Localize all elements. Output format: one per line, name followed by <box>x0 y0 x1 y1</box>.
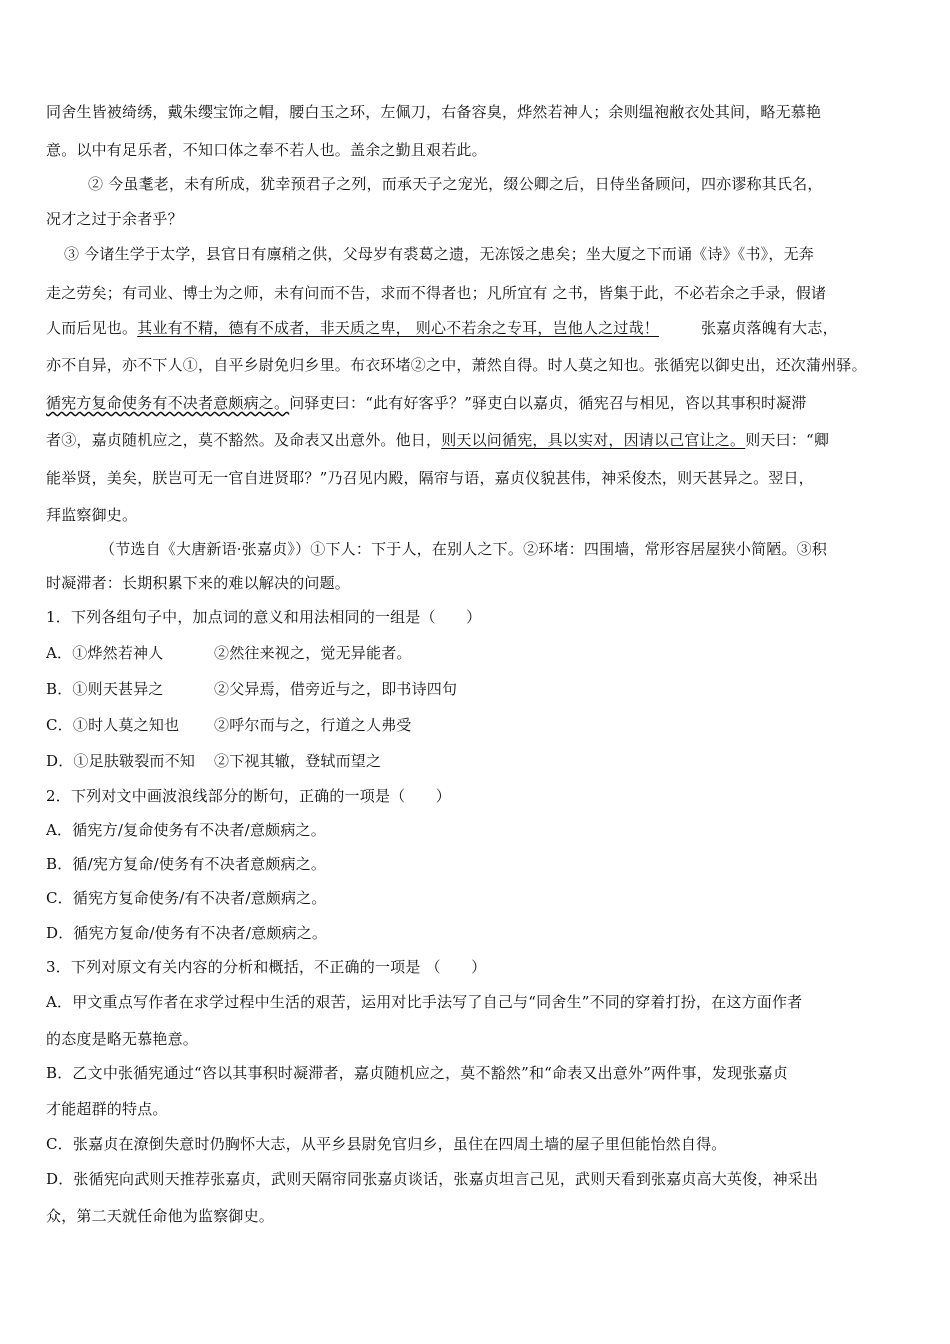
underlined-sentence: 其业有不精，德有不成者，非天质之卑， 则心不若余之专耳，岂他人之过哉！ <box>137 319 659 337</box>
q2-option-a: A．循宪方/复命使务有不决者/意颇病之。 <box>46 821 326 839</box>
passage-text: 则天曰：“卿 <box>745 431 830 449</box>
passage-text: 人而后见也。 <box>46 319 138 337</box>
question-3-stem: 3．下列对原文有关内容的分析和概括，不正确的一项是 （ ） <box>46 958 487 976</box>
q3-option-d-cont: 众，第二天就任命他为监察御史。 <box>46 1207 275 1225</box>
passage-line <box>46 318 838 338</box>
passage-line: 走之劳矣；有司业、博士为之师，未有问而不告，求而不得者也；凡所宜有 之书，皆集于此，不必若余之手录，假诸 <box>46 284 827 302</box>
q3-option-b-cont: 才能超群的特点。 <box>46 1100 168 1118</box>
passage-line: 拜监察御史。 <box>46 506 138 524</box>
passage-line: 能举贤，美矣，朕岂可无一官自进贤耶？”乃召见内殿，隔帘与语，嘉贞仪貌甚伟，神采俊杰，则天甚异之。翌日， <box>46 469 814 487</box>
q1-option-d: D．①足肤皲裂而不知 ②下视其辙，登轼而望之 <box>46 752 382 770</box>
q2-option-c: C．循宪方复命使务/有不决者/意颇病之。 <box>46 889 327 907</box>
source-note: （节选自《大唐新语·张嘉贞》）①下人：下于人，在别人之下。②环堵：四围墙，常形容居屋狭小简陋。③积 <box>100 540 828 558</box>
passage-line: 亦不自异，亦不下人①，自平乡尉免归乡里。布衣环堵②之中，萧然自得。时人莫之知也。张循宪以御史出，还次蒲州驿。 <box>46 356 867 374</box>
passage-paragraph-3: ③ 今诸生学于太学，县官日有廪稍之供，父母岁有裘葛之遗，无冻馁之患矣；坐大厦之下而诵《诗》《书》，无奔 <box>64 245 814 263</box>
passage-line: 同舍生皆被绮绣，戴朱缨宝饰之帽，腰白玉之环，左佩刀，右备容臭，烨然若神人；余则缊袍敝衣处其间，略无慕艳 <box>46 103 822 121</box>
q2-option-d: D．循宪方复命/使务有不决者/意颇病之。 <box>46 924 328 942</box>
passage-paragraph-2: ② 今虽耄老，未有所成，犹幸预君子之列，而承天子之宠光，缀公卿之后，日侍坐备顾问，四亦谬称其氏名， <box>88 175 823 193</box>
q3-option-c: C．张嘉贞在潦倒失意时仍胸怀大志，从平乡县尉免官归乡，虽住在四周土墙的屋子里但能怡然自得。 <box>46 1135 727 1153</box>
passage-b-start: 张嘉贞落魄有大志， <box>700 319 838 337</box>
q1-option-a: A．①烨然若神人 ②然往来视之，觉无异能者。 <box>46 644 412 662</box>
passage-line <box>46 393 807 413</box>
question-2-stem: 2．下列对文中画波浪线部分的断句，正确的一项是（ ） <box>46 787 451 805</box>
q1-option-b: B．①则天甚异之 ②父异焉，借旁近与之，即书诗四句 <box>46 680 458 698</box>
passage-line <box>46 430 829 450</box>
underlined-sentence: 则天以问循宪，具以实对，因请以己官让之。 <box>441 431 746 449</box>
question-1-stem: 1．下列各组句子中，加点词的意义和用法相同的一组是（ ） <box>46 608 482 626</box>
passage-line: 况才之过于余者乎？ <box>46 210 183 228</box>
q3-option-a-cont: 的态度是略无慕艳意。 <box>46 1030 199 1048</box>
wavy-underlined-sentence: 循宪方复命使务有不决者意颇病之。 <box>46 394 290 412</box>
source-note: 时凝滞者：长期积累下来的难以解决的问题。 <box>46 574 351 592</box>
q2-option-b: B．循/宪方复命/使务有不决者意颇病之。 <box>46 855 327 873</box>
passage-line: 意。以中有足乐者，不知口体之奉不若人也。盖余之勤且艰若此。 <box>46 141 487 159</box>
q3-option-b: B．乙文中张循宪通过“咨以其事积时凝滞者，嘉贞随机应之，莫不豁然”和“命表又出意外”两件事，发现张嘉贞 <box>46 1064 788 1082</box>
q3-option-d: D．张循宪向武则天推荐张嘉贞，武则天隔帘同张嘉贞谈话，张嘉贞坦言己见，武则天看到张嘉贞高大英俊，神采出 <box>46 1170 819 1188</box>
passage-text: 者③，嘉贞随机应之，莫不豁然。及命表又出意外。他日， <box>46 431 442 449</box>
passage-text: 问驿吏曰：“此有好客乎？”驿吏白以嘉贞，循宪召与相见，咨以其事积时凝滞 <box>289 394 807 412</box>
q3-option-a: A．甲文重点写作者在求学过程中生活的艰苦，运用对比手法写了自己与“同舍生”不同的穿着打扮，在这方面作者 <box>46 993 803 1011</box>
q1-option-c: C．①时人莫之知也 ②呼尔而与之，行道之人弗受 <box>46 716 412 734</box>
